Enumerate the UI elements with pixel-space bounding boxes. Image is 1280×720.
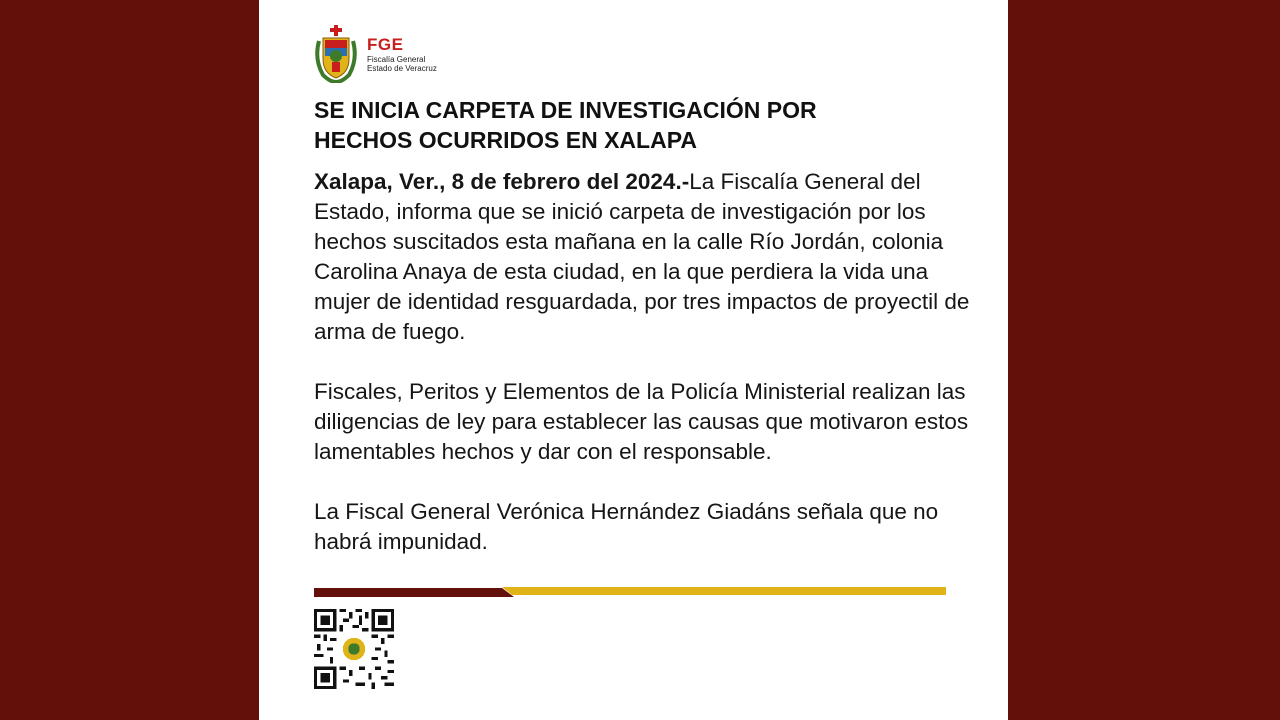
headline-line-1: SE INICIA CARPETA DE INVESTIGACIÓN POR: [314, 97, 817, 123]
press-release-body: [314, 167, 984, 557]
logo-acronym: FGE: [367, 35, 404, 54]
logo-text: [367, 35, 437, 73]
headline: [314, 95, 964, 155]
paragraph-1: [314, 167, 984, 347]
dateline: Xalapa, Ver., 8 de febrero del 2024.-: [314, 169, 690, 194]
paragraph-3: La Fiscal General Verónica Hernández Giadáns señala que no habrá impunidad.: [314, 499, 939, 554]
fge-logo: [313, 25, 443, 85]
qr-code-icon: [314, 609, 394, 689]
decorative-stripe: [314, 587, 946, 597]
headline-line-2: HECHOS OCURRIDOS EN XALAPA: [314, 127, 697, 153]
paragraph-1-text: La Fiscalía General del Estado, informa que se inició carpeta de investigación por los hechos suscitados esta mañana en la calle Río Jordán, colonia Carolina Anaya de esta ciudad, en la que perdiera la vida una mujer de identidad resguardada, por tres impactos de proyectil de arma de fuego.: [314, 169, 970, 344]
press-release-panel: [259, 0, 1008, 720]
logo-line-1: Fiscalía General: [367, 55, 426, 64]
logo-line-2: Estado de Veracruz: [367, 64, 437, 73]
paragraph-2: Fiscales, Peritos y Elementos de la Policía Ministerial realizan las diligencias de ley para establecer las causas que motivaron estos lamentables hechos y dar con el responsable.: [314, 379, 969, 464]
veracruz-coat-of-arms-icon: [313, 25, 359, 83]
